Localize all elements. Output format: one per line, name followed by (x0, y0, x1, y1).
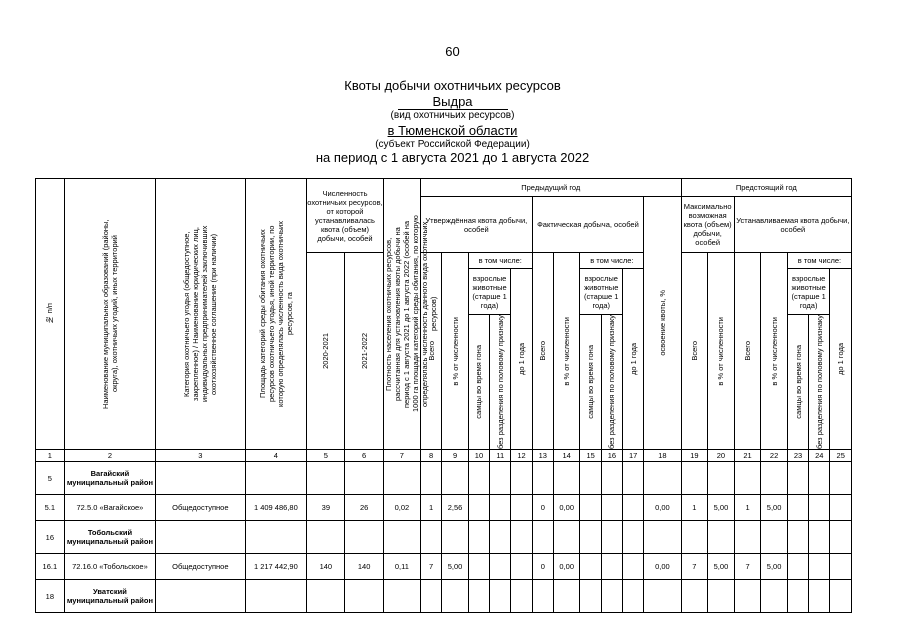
cell-empty (468, 554, 489, 580)
cell-actual-total: 0 (532, 554, 553, 580)
region-caption: (субъект Российской Федерации) (375, 139, 530, 150)
cell-empty (490, 521, 511, 554)
header-prev-year: Предыдущий год (421, 179, 682, 197)
header-approved-nosex (490, 315, 511, 450)
species-line (0, 94, 905, 110)
cell-empty (809, 521, 830, 554)
header-max-pct (708, 253, 735, 450)
column-number: 18 (644, 450, 681, 462)
cell-empty (468, 580, 489, 613)
cell-area (245, 462, 307, 495)
column-number: 20 (708, 450, 735, 462)
cell-approved-total: 7 (421, 554, 442, 580)
cell-set-pct (761, 580, 788, 613)
header-under1-text: до 1 года (517, 343, 526, 376)
cell-empty (787, 580, 808, 613)
header-total-text: Всего (743, 341, 753, 361)
column-number: 10 (468, 450, 489, 462)
cell-empty (511, 580, 532, 613)
column-number: 22 (761, 450, 788, 462)
header-quota-use (644, 197, 681, 450)
cell-num: 5.1 (36, 495, 65, 521)
cell-empty (468, 462, 489, 495)
header-approved-pct (442, 253, 469, 450)
header-set-quota: Устанавливаемая квота добычи, особей (734, 197, 851, 253)
cell-empty (601, 521, 622, 554)
column-number: 9 (442, 450, 469, 462)
header-pct-text: в % от численности (562, 316, 572, 386)
cell-actual-pct: 0,00 (553, 554, 580, 580)
cell-density (383, 580, 420, 613)
column-number: 3 (156, 450, 245, 462)
cell-actual-pct (553, 521, 580, 554)
cell-approved-pct: 5,00 (442, 554, 469, 580)
header-total-text: Всего (538, 341, 548, 361)
cell-empty (601, 554, 622, 580)
cell-max-pct: 5,00 (708, 495, 735, 521)
cell-pop2 (345, 462, 383, 495)
cell-empty (787, 554, 808, 580)
header-set-total (734, 253, 761, 450)
cell-empty (511, 521, 532, 554)
cell-max-total: 7 (681, 554, 708, 580)
column-number: 13 (532, 450, 553, 462)
header-num (36, 179, 65, 450)
cell-density (383, 462, 420, 495)
cell-area (245, 580, 307, 613)
cell-empty (490, 495, 511, 521)
cell-approved-total: 1 (421, 495, 442, 521)
header-nosex-text: без разделения по половому признаку (607, 315, 617, 450)
cell-empty (580, 580, 601, 613)
cell-empty (601, 495, 622, 521)
document-title: Квоты добычи охотничьих ресурсов (344, 78, 561, 93)
cell-approved-total (421, 521, 442, 554)
column-number: 12 (511, 450, 532, 462)
cell-max-total (681, 462, 708, 495)
cell-max-pct (708, 521, 735, 554)
column-number: 23 (787, 450, 808, 462)
species-name: Выдра (398, 95, 508, 110)
header-actual-including: в том числе: (580, 253, 644, 269)
cell-empty (623, 462, 644, 495)
cell-pop2 (345, 521, 383, 554)
region-name: в Тюменской области (387, 123, 518, 138)
header-actual-males (580, 315, 601, 450)
header-under1-text: до 1 года (836, 343, 846, 376)
header-actual-total (532, 253, 553, 450)
cell-actual-pct (553, 462, 580, 495)
cell-approved-pct: 2,56 (442, 495, 469, 521)
cell-area (245, 521, 307, 554)
cell-num: 18 (36, 580, 65, 613)
column-number: 24 (809, 450, 830, 462)
table-row (36, 495, 852, 521)
cell-category: Общедоступное (156, 495, 245, 521)
cell-set-total (734, 462, 761, 495)
header-actual-harvest: Фактическая добыча, особей (532, 197, 644, 253)
header-max-total (681, 253, 708, 450)
column-number: 21 (734, 450, 761, 462)
header-num-text: № п/п (45, 303, 55, 325)
cell-empty (809, 462, 830, 495)
cell-empty (787, 495, 808, 521)
cell-pop2: 26 (345, 495, 383, 521)
cell-empty (580, 495, 601, 521)
cell-empty (830, 495, 852, 521)
header-set-pct (761, 253, 788, 450)
cell-pop2 (345, 580, 383, 613)
column-numbers-body (36, 450, 852, 462)
header-population: Численность охотничьих ресурсов, от которой устанавливалась квота (объем) добычи, особей (307, 179, 384, 253)
cell-empty (809, 495, 830, 521)
cell-approved-total (421, 580, 442, 613)
cell-empty (809, 554, 830, 580)
column-number: 25 (830, 450, 852, 462)
column-number: 17 (623, 450, 644, 462)
header-approved-under1 (511, 269, 532, 450)
table-row (36, 580, 852, 613)
cell-empty (830, 580, 852, 613)
cell-empty (601, 462, 622, 495)
cell-actual-pct: 0,00 (553, 495, 580, 521)
cell-category (156, 580, 245, 613)
cell-actual-total (532, 462, 553, 495)
column-number: 7 (383, 450, 420, 462)
cell-empty (830, 554, 852, 580)
cell-use: 0,00 (644, 554, 681, 580)
cell-pop2: 140 (345, 554, 383, 580)
cell-max-pct (708, 462, 735, 495)
cell-empty (490, 554, 511, 580)
header-max-quota: Максимально возможная квота (объем) добычи, особей (681, 197, 734, 253)
header-actual-pct (553, 253, 580, 450)
header-year2 (345, 253, 383, 450)
header-approved-quota: Утверждённая квота добычи, особей (421, 197, 533, 253)
cell-empty (468, 521, 489, 554)
cell-area: 1 409 486,80 (245, 495, 307, 521)
cell-set-total (734, 580, 761, 613)
cell-actual-total: 0 (532, 495, 553, 521)
table-row (36, 521, 852, 554)
cell-name: 72.16.0 «Тобольское» (64, 554, 155, 580)
header-category-text: Категория охотничьего угодья (общедоступное, закрепленное) / Наименование юридических лиц, индивидуальных предпринимателей заключивших охотхозяйственное соглашение (при наличии) (182, 225, 219, 403)
header-under1-text: до 1 года (628, 343, 638, 376)
cell-empty (830, 462, 852, 495)
header-name-text: Наименование муниципальных образований (районы, округа), охотничьих угодий, иных территорий (100, 219, 119, 409)
cell-pop1 (307, 580, 345, 613)
header-set-nosex (809, 315, 830, 450)
cell-use: 0,00 (644, 495, 681, 521)
cell-empty (580, 554, 601, 580)
header-category (156, 179, 245, 450)
header-year2-text: 2021-2022 (359, 333, 369, 369)
header-pct-text: в % от численности (716, 316, 726, 386)
cell-empty (511, 554, 532, 580)
cell-empty (511, 462, 532, 495)
cell-empty (468, 495, 489, 521)
cell-empty (623, 495, 644, 521)
header-approved-including: в том числе: (468, 253, 532, 269)
table-row (36, 554, 852, 580)
column-number: 16 (601, 450, 622, 462)
column-number: 14 (553, 450, 580, 462)
column-number: 5 (307, 450, 345, 462)
column-number: 15 (580, 450, 601, 462)
cell-max-pct: 5,00 (708, 554, 735, 580)
cell-empty (490, 580, 511, 613)
cell-density: 0,11 (383, 554, 420, 580)
column-number: 4 (245, 450, 307, 462)
cell-approved-pct (442, 521, 469, 554)
cell-set-pct: 5,00 (761, 495, 788, 521)
cell-actual-pct (553, 580, 580, 613)
cell-num: 5 (36, 462, 65, 495)
header-area-text: Площадь категорий среды обитания охотничьих ресурсов охотничьего угодья, иной территории, по которую определялась численность вида охотничьих ресурсов, га (257, 221, 294, 408)
cell-empty (787, 462, 808, 495)
cell-set-total: 1 (734, 495, 761, 521)
column-number: 2 (64, 450, 155, 462)
period-line: на период с 1 августа 2021 до 1 августа 2022 (315, 150, 590, 165)
header-nosex-text: без разделения по половому признаку (814, 315, 824, 450)
header-total-text: Всего (689, 341, 699, 361)
cell-category (156, 521, 245, 554)
header-nosex-text: без разделения по половому признаку (495, 315, 505, 450)
cell-category (156, 462, 245, 495)
header-total-text: Всего (426, 341, 436, 361)
header-density-text: Плотность населения охотничьих ресурсов, рассчитанная для установления квоты добычи на период с 1 августа 2021 до 1 августа 2022 (особей на 1000 га площади категорий среды обитания, по которую определялась численность данного вида охотничьих ресурсов) (383, 215, 438, 413)
cell-empty (580, 521, 601, 554)
species-caption: (вид охотничьих ресурсов) (390, 110, 515, 121)
cell-name: Вагайский муниципальный район (64, 462, 155, 495)
cell-empty (511, 495, 532, 521)
header-males-text: самцы во время гона (793, 345, 803, 419)
cell-set-total: 7 (734, 554, 761, 580)
cell-empty (830, 521, 852, 554)
header-year1-text: 2020-2021 (321, 333, 331, 369)
cell-approved-pct (442, 580, 469, 613)
header-pct-text: в % от численности (450, 316, 460, 386)
column-number: 1 (36, 450, 65, 462)
cell-approved-total (421, 462, 442, 495)
cell-empty (490, 462, 511, 495)
header-pct-text: в % от численности (769, 316, 779, 386)
cell-max-pct (708, 580, 735, 613)
header-set-males (787, 315, 808, 450)
header-actual-nosex (601, 315, 622, 450)
cell-actual-total (532, 521, 553, 554)
cell-area: 1 217 442,90 (245, 554, 307, 580)
cell-density (383, 521, 420, 554)
cell-empty (787, 521, 808, 554)
cell-num: 16 (36, 521, 65, 554)
page-number: 60 (445, 44, 460, 59)
cell-empty (623, 580, 644, 613)
cell-use (644, 580, 681, 613)
cell-empty (623, 554, 644, 580)
cell-pop1: 140 (307, 554, 345, 580)
header-approved-adults: взрослые животные (старше 1 года) (468, 269, 511, 315)
cell-empty (623, 521, 644, 554)
header-males-text: самцы во время гона (586, 345, 596, 419)
column-number-row (36, 450, 852, 462)
cell-set-pct (761, 462, 788, 495)
cell-max-total (681, 580, 708, 613)
cell-category: Общедоступное (156, 554, 245, 580)
cell-pop1 (307, 521, 345, 554)
cell-pop1 (307, 462, 345, 495)
cell-density: 0,02 (383, 495, 420, 521)
cell-empty (601, 580, 622, 613)
cell-max-total: 1 (681, 495, 708, 521)
cell-name: Тобольский муниципальный район (64, 521, 155, 554)
cell-actual-total (532, 580, 553, 613)
cell-set-pct (761, 521, 788, 554)
column-number: 11 (490, 450, 511, 462)
column-number: 19 (681, 450, 708, 462)
cell-num: 16.1 (36, 554, 65, 580)
header-year1 (307, 253, 345, 450)
header-set-under1 (830, 269, 852, 450)
header-quota-use-text: освоение квоты, % (657, 290, 667, 356)
header-actual-adults: взрослые животные (старше 1 года) (580, 269, 623, 315)
data-rows-body (36, 462, 852, 613)
table-row (36, 462, 852, 495)
header-area (245, 179, 307, 450)
header-next-year: Предстоящий год (681, 179, 851, 197)
header-set-adults: взрослые животные (старше 1 года) (787, 269, 830, 315)
cell-empty (580, 462, 601, 495)
cell-pop1: 39 (307, 495, 345, 521)
cell-max-total (681, 521, 708, 554)
quota-table (35, 178, 852, 613)
column-number: 6 (345, 450, 383, 462)
header-set-including: в том числе: (787, 253, 851, 269)
cell-use (644, 462, 681, 495)
cell-name: 72.5.0 «Вагайское» (64, 495, 155, 521)
cell-name: Уватский муниципальный район (64, 580, 155, 613)
header-males-text: самцы во время гона (474, 345, 484, 419)
cell-use (644, 521, 681, 554)
header-approved-males (468, 315, 489, 450)
header-name (64, 179, 155, 450)
header-actual-under1 (623, 269, 644, 450)
cell-empty (809, 580, 830, 613)
cell-set-pct: 5,00 (761, 554, 788, 580)
cell-set-total (734, 521, 761, 554)
column-number: 8 (421, 450, 442, 462)
cell-approved-pct (442, 462, 469, 495)
